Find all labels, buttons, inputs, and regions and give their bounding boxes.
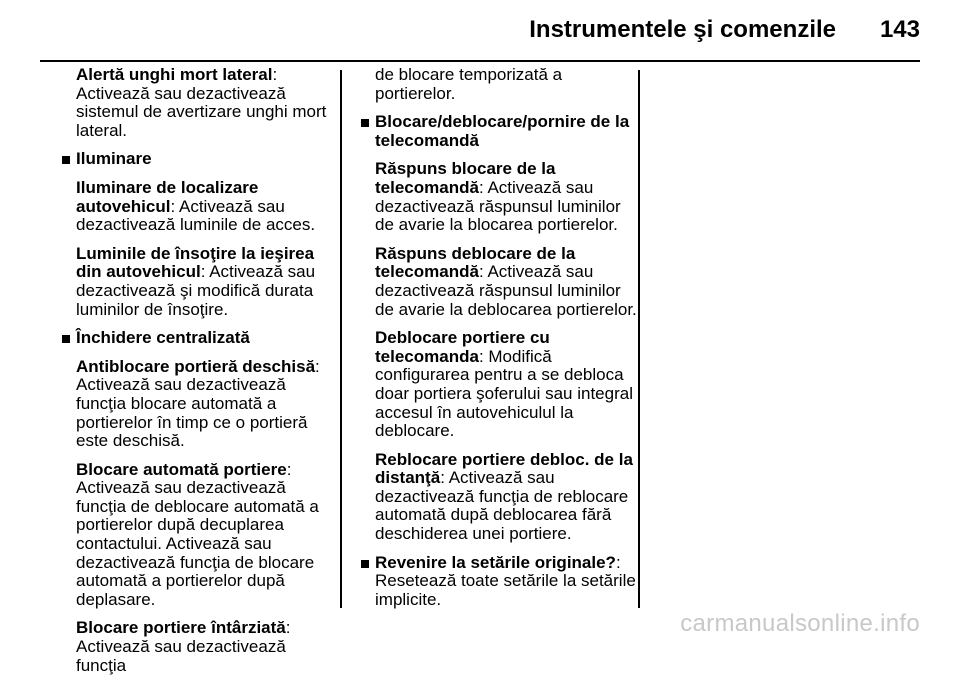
description: : Resetează toate setările la setările implicite. [375, 552, 636, 609]
description: : Activează sau dezactivează luminile de acces. [76, 196, 316, 235]
description: : Activează sau dezactivează funcţia blocare automată a portierelor în timp ce o portieră este deschisă. [76, 356, 320, 451]
bullet-heading: Revenire la setările originale? [375, 552, 616, 572]
term: Blocare portiere întârziată [76, 618, 286, 638]
term: Răspuns blocare de la telecomandă [375, 159, 556, 197]
description: de blocare temporizată a portierelor. [375, 65, 563, 103]
left-column [60, 66, 340, 675]
header-divider [40, 60, 920, 62]
term: Iluminare de localizare autovehicul [76, 177, 259, 216]
page-number: 143 [879, 16, 920, 43]
bullet-square-icon [62, 335, 70, 343]
paragraph-vehicle-locator-lights [60, 179, 340, 235]
bullet-square-icon [361, 560, 369, 568]
page-header-title: Instrumentele şi comenzile [529, 16, 836, 43]
description: : Activează sau dezactivează sistemul de avertizare unghi mort lateral. [76, 65, 327, 140]
bullet-lighting [60, 150, 340, 169]
description: : Activează sau dezactivează răspunsul luminilor de avarie la deblocarea portierelor. [375, 262, 637, 319]
paragraph-remote-unlock-feedback [359, 245, 639, 319]
description: : Activează sau dezactivează funcţia de reblocare automată după deblocarea fără deschiderea unei portiere. [375, 468, 629, 544]
paragraph-exit-lighting [60, 245, 340, 319]
paragraph-remote-relock [359, 451, 639, 544]
paragraph-blind-spot-alert [60, 66, 340, 140]
column-divider-left [340, 70, 342, 608]
bullet-square-icon [62, 156, 70, 164]
paragraph-continued [359, 66, 639, 103]
term: Răspuns deblocare de la telecomandă [375, 243, 576, 282]
description: : Activează sau dezactivează funcţia [76, 618, 291, 675]
term: Reblocare portiere debloc. de la distanţă [375, 449, 633, 488]
term: Luminile de însoţire la ieşirea din autovehicul [76, 243, 315, 282]
bullet-heading: Blocare/deblocare/pornire de la telecomandă [375, 112, 630, 150]
bullet-central-locking [60, 329, 340, 348]
paragraph-auto-door-lock [60, 461, 340, 610]
term: Blocare automată portiere [76, 459, 287, 479]
description: : Activează sau dezactivează răspunsul luminilor de avarie la blocarea portierelor. [375, 177, 621, 235]
middle-column [359, 66, 639, 609]
bullet-heading: Închidere centralizată [76, 328, 250, 348]
description: : Activează sau dezactivează şi modifică durata luminilor de însoţire. [76, 262, 316, 319]
paragraph-open-door-anti-lockout [60, 358, 340, 451]
description: : Modifică configurarea pentru a se debloca doar portiera şoferului sau integral accesul în autovehiculul la deblocare. [375, 346, 633, 441]
bullet-heading: Iluminare [76, 149, 152, 169]
bullet-square-icon [361, 119, 369, 127]
term: Alertă unghi mort lateral [76, 65, 273, 84]
bullet-restore-defaults [359, 554, 639, 610]
paragraph-remote-door-unlock [359, 329, 639, 441]
watermark: carmanualsonline.info [680, 610, 920, 637]
term: Antiblocare portieră deschisă [76, 356, 316, 376]
paragraph-remote-lock-feedback [359, 160, 639, 234]
paragraph-delayed-door-lock [60, 619, 340, 675]
description: : Activează sau dezactivează funcţia de deblocare automată a portierelor după decuplarea contactului. Activează sau dezactivează funcţia de blocare automată a portierelor după deplasare. [76, 459, 319, 609]
term: Deblocare portiere cu telecomanda [375, 328, 550, 366]
bullet-remote-lock [359, 113, 639, 150]
